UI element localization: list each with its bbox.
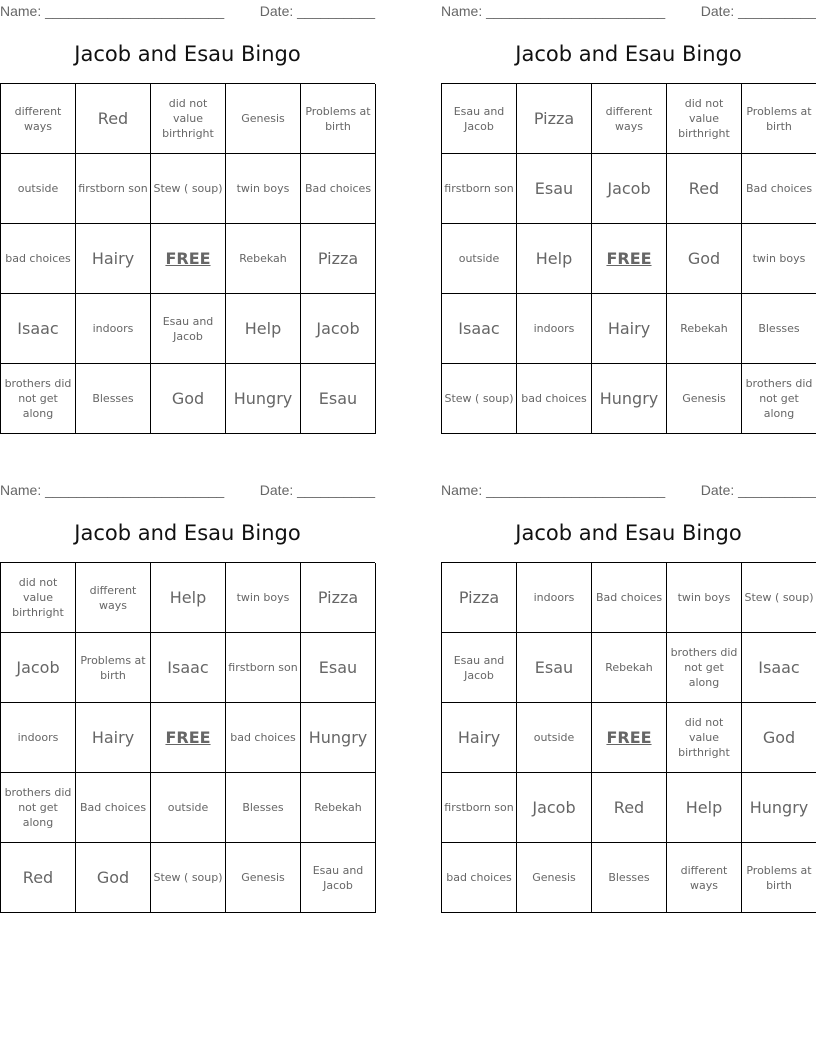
bingo-cell: Rebekah [592,633,667,703]
bingo-cell: Hairy [592,294,667,364]
date-field-label: Date: __________ [259,3,375,19]
bingo-cell: twin boys [226,563,301,633]
card-title: Jacob and Esau Bingo [515,521,742,545]
free-space-cell: FREE [592,224,667,294]
bingo-cell: Red [592,773,667,843]
card-header [441,0,816,22]
bingo-cell: Pizza [301,563,376,633]
bingo-cell: Help [667,773,742,843]
card-title: Jacob and Esau Bingo [74,521,301,545]
date-field-label: Date: __________ [700,3,816,19]
free-space-cell: FREE [151,224,226,294]
bingo-cell: God [667,224,742,294]
free-space-cell: FREE [151,703,226,773]
bingo-card [0,0,375,440]
bingo-cell: bad choices [226,703,301,773]
bingo-cell: Genesis [517,843,592,913]
bingo-cell: Isaac [742,633,816,703]
bingo-cell: Jacob [517,773,592,843]
bingo-cell: firstborn son [226,633,301,703]
bingo-cell: Blesses [76,364,151,434]
bingo-cell: Red [667,154,742,224]
bingo-cell: Rebekah [667,294,742,364]
bingo-cell: God [151,364,226,434]
card-header [441,479,816,501]
bingo-cell: brothers did not get along [1,773,76,843]
bingo-cell: Hairy [76,224,151,294]
bingo-cell: Stew ( soup) [151,154,226,224]
bingo-cell: Blesses [592,843,667,913]
bingo-cell: did not value birthright [1,563,76,633]
bingo-cell: Esau [517,154,592,224]
bingo-cell: brothers did not get along [667,633,742,703]
bingo-cell: Problems at birth [301,84,376,154]
bingo-cell: Isaac [151,633,226,703]
bingo-cell: Hairy [76,703,151,773]
bingo-cell: Esau [517,633,592,703]
bingo-cell: bad choices [442,843,517,913]
bingo-cell: Help [151,563,226,633]
bingo-cell: God [76,843,151,913]
bingo-cell: outside [442,224,517,294]
bingo-cell: Rebekah [301,773,376,843]
name-field-label: Name: _______________________ [441,3,666,19]
bingo-cell: did not value birthright [667,703,742,773]
bingo-cell: Jacob [592,154,667,224]
name-field-label: Name: _______________________ [0,482,225,498]
bingo-cell: Stew ( soup) [442,364,517,434]
bingo-cell: Stew ( soup) [742,563,816,633]
bingo-cell: Problems at birth [76,633,151,703]
bingo-cell: Pizza [301,224,376,294]
bingo-cell: Isaac [1,294,76,364]
bingo-cell: Stew ( soup) [151,843,226,913]
bingo-cell: Hairy [442,703,517,773]
bingo-cell: Isaac [442,294,517,364]
bingo-cell: different ways [592,84,667,154]
bingo-cell: Rebekah [226,224,301,294]
bingo-cell: Esau and Jacob [442,633,517,703]
bingo-cell: Blesses [742,294,816,364]
date-field-label: Date: __________ [259,482,375,498]
bingo-cell: outside [517,703,592,773]
bingo-cell: indoors [76,294,151,364]
bingo-cell: firstborn son [76,154,151,224]
bingo-cell: brothers did not get along [1,364,76,434]
bingo-cell: twin boys [667,563,742,633]
free-space-cell: FREE [592,703,667,773]
bingo-card [441,479,816,919]
bingo-cell: twin boys [742,224,816,294]
bingo-grid [0,83,375,434]
bingo-cell: Bad choices [742,154,816,224]
bingo-cell: God [742,703,816,773]
bingo-cell: Genesis [226,84,301,154]
bingo-cell: Genesis [226,843,301,913]
bingo-cell: did not value birthright [151,84,226,154]
bingo-grid [0,562,375,913]
bingo-cell: Red [76,84,151,154]
bingo-cell: Jacob [301,294,376,364]
bingo-cell: different ways [667,843,742,913]
bingo-cell: Bad choices [301,154,376,224]
bingo-cell: Esau and Jacob [442,84,517,154]
bingo-cell: Hungry [301,703,376,773]
bingo-cell: twin boys [226,154,301,224]
bingo-cell: firstborn son [442,154,517,224]
bingo-cell: Bad choices [76,773,151,843]
bingo-cell: Red [1,843,76,913]
bingo-cell: Problems at birth [742,843,816,913]
bingo-cell: Blesses [226,773,301,843]
bingo-cell: Jacob [1,633,76,703]
bingo-cell: Pizza [517,84,592,154]
bingo-cell: indoors [517,563,592,633]
bingo-cell: indoors [517,294,592,364]
date-field-label: Date: __________ [700,482,816,498]
bingo-cell: bad choices [517,364,592,434]
name-field-label: Name: _______________________ [441,482,666,498]
bingo-cell: different ways [76,563,151,633]
card-title: Jacob and Esau Bingo [515,42,742,66]
bingo-cell: Help [517,224,592,294]
bingo-cell: Esau [301,364,376,434]
bingo-cell: outside [1,154,76,224]
card-title: Jacob and Esau Bingo [74,42,301,66]
bingo-cell: Problems at birth [742,84,816,154]
bingo-cell: bad choices [1,224,76,294]
bingo-cell: Genesis [667,364,742,434]
name-field-label: Name: _______________________ [0,3,225,19]
bingo-cell: brothers did not get along [742,364,816,434]
card-header [0,0,375,22]
bingo-cell: Help [226,294,301,364]
bingo-cell: firstborn son [442,773,517,843]
bingo-cell: outside [151,773,226,843]
bingo-grid [441,83,816,434]
bingo-card [441,0,816,440]
bingo-cell: different ways [1,84,76,154]
bingo-cell: Hungry [226,364,301,434]
bingo-cell: Esau and Jacob [301,843,376,913]
bingo-cell: Hungry [742,773,816,843]
bingo-cell: Bad choices [592,563,667,633]
bingo-cell: indoors [1,703,76,773]
bingo-cell: Pizza [442,563,517,633]
bingo-grid [441,562,816,913]
bingo-cell: did not value birthright [667,84,742,154]
bingo-cell: Hungry [592,364,667,434]
card-header [0,479,375,501]
bingo-cell: Esau [301,633,376,703]
bingo-card [0,479,375,919]
bingo-cell: Esau and Jacob [151,294,226,364]
